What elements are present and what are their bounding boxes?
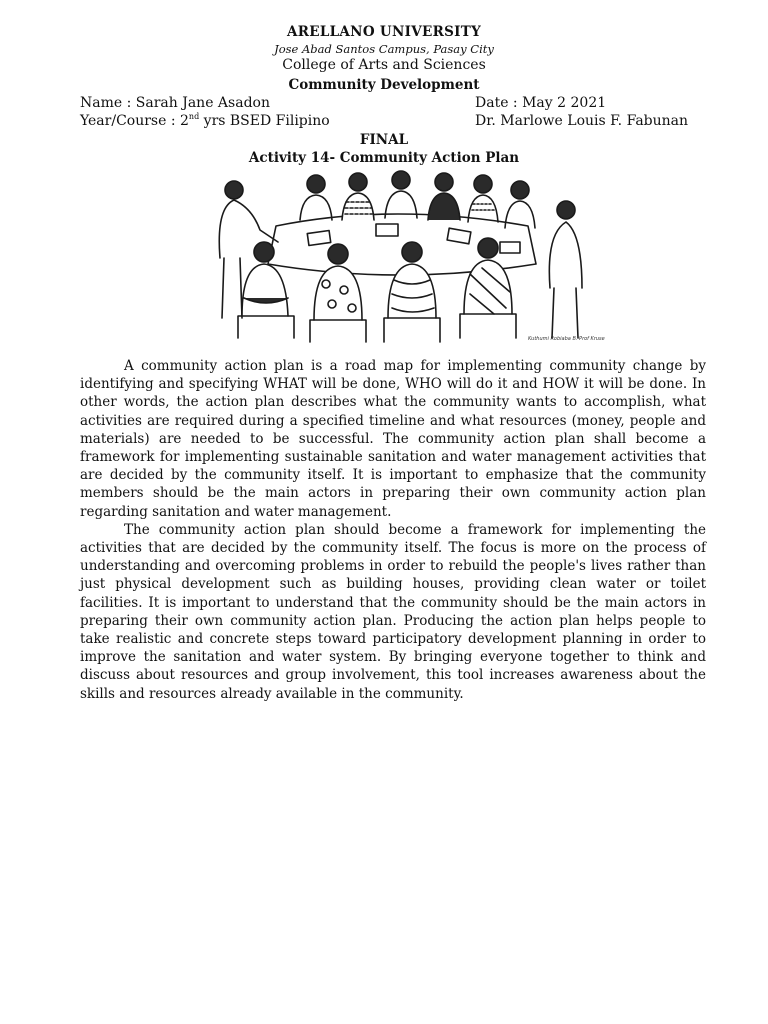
submission-date: Date : May 2 2021	[475, 95, 607, 111]
community-meeting-illustration	[198, 168, 605, 346]
body-text	[80, 357, 706, 703]
year-course	[80, 113, 330, 129]
year-prefix: Year/Course : 2	[80, 113, 189, 129]
student-name: Name : Sarah Jane Asadon	[80, 95, 270, 111]
year-suffix: yrs BSED Filipino	[199, 113, 330, 129]
paragraph-2: The community action plan should become a framework for implementing the activities that are decided by the community itself. The focus is more on the process of understanding and overcoming problems in order to rebuild the people's lives rather than just physical development such as building houses, providing clean water or toilet facilities. It is important to understand that the community should be the main actors in preparing their own community action plan. Producing the action plan helps people to take realistic and concrete steps toward participatory development planning in order to improve the sanitation and water system. By bringing everyone together to think and discuss about resources and group involvement, this tool increases awareness about the skills and resources already available in the community.	[80, 521, 706, 702]
activity-title: Activity 14- Community Action Plan	[248, 150, 520, 166]
campus-name: Jose Abad Santos Campus, Pasay City	[274, 42, 494, 56]
instructor-name: Dr. Marlowe Louis F. Fabunan	[475, 113, 689, 129]
university-name: ARELLANO UNIVERSITY	[286, 24, 482, 40]
course-instructor-row	[80, 113, 705, 131]
illustration-signature: Kuthumi Robiaba B. Prof Kruse	[528, 336, 605, 342]
college-name: College of Arts and Sciences	[282, 57, 486, 73]
year-ordinal: nd	[188, 112, 200, 121]
subject-title: Community Development	[288, 77, 480, 93]
paragraph-1: A community action plan is a road map for implementing community change by identifying and specifying WHAT will be done, WHO will do it and HOW it will be done. In other words, the action plan describes what the community wants to accomplish, what activities are required during a specified timeline and what resources (money, people and materials) are needed to be successful. The community action plan shall become a framework for implementing sustainable sanitation and water management activities that are decided by the community itself. It is important to emphasize that the community members should be the main actors in preparing their own community action plan regarding sanitation and water management.	[80, 358, 706, 520]
name-date-row	[80, 95, 705, 113]
final-label: FINAL	[359, 132, 409, 148]
